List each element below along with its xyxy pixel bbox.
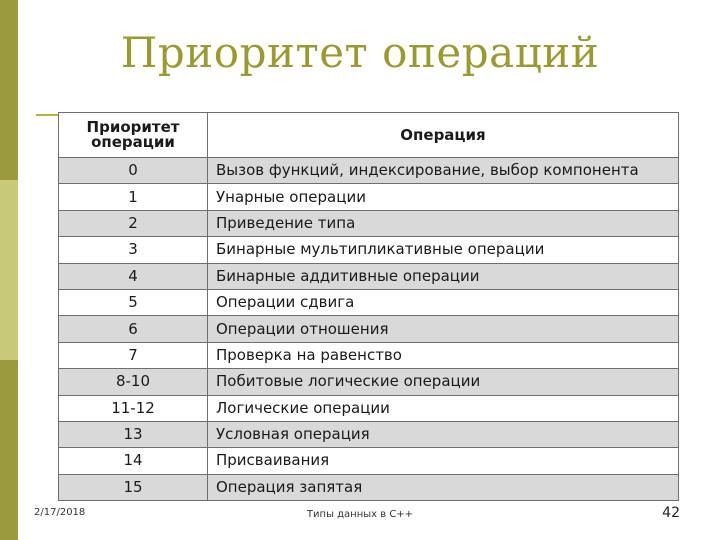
table-row: [59, 289, 679, 315]
priority-cell: 14: [59, 448, 208, 474]
priority-cell: 4: [59, 263, 208, 289]
operation-cell: Операция запятая: [208, 474, 679, 500]
operation-cell: Приведение типа: [208, 210, 679, 236]
operation-cell: Условная операция: [208, 421, 679, 447]
priority-cell: 2: [59, 210, 208, 236]
footer-subject: Типы данных в С++: [306, 509, 414, 520]
priority-cell: 11-12: [59, 395, 208, 421]
table-row: [59, 184, 679, 210]
operation-cell: Проверка на равенство: [208, 342, 679, 368]
table-row: [59, 158, 679, 184]
operation-cell: Унарные операции: [208, 184, 679, 210]
operation-cell: Присваивания: [208, 448, 679, 474]
page-number: 42: [662, 505, 680, 521]
table-body: [59, 158, 679, 501]
table-row: [59, 448, 679, 474]
operation-cell: Операции отношения: [208, 316, 679, 342]
table-row: [59, 237, 679, 263]
table-row: [59, 421, 679, 447]
footer-date: 2/17/2018: [34, 507, 86, 518]
priority-cell: 8-10: [59, 369, 208, 395]
sidebar-segment: [0, 0, 18, 180]
table-row: [59, 474, 679, 500]
operation-cell: Операции сдвига: [208, 289, 679, 315]
header-priority: Приоритет операции: [59, 113, 208, 158]
priority-cell: 5: [59, 289, 208, 315]
table-row: [59, 369, 679, 395]
operation-cell: Бинарные аддитивные операции: [208, 263, 679, 289]
priority-cell: 3: [59, 237, 208, 263]
priority-cell: 0: [59, 158, 208, 184]
table-header-row: [59, 113, 679, 158]
priority-cell: 1: [59, 184, 208, 210]
priority-cell: 13: [59, 421, 208, 447]
priority-cell: 6: [59, 316, 208, 342]
decorative-sidebar: [0, 0, 18, 540]
operation-cell: Бинарные мультипликативные операции: [208, 237, 679, 263]
table-row: [59, 316, 679, 342]
priority-cell: 15: [59, 474, 208, 500]
table-row: [59, 342, 679, 368]
operation-cell: Логические операции: [208, 395, 679, 421]
sidebar-segment: [0, 180, 18, 360]
operation-cell: Побитовые логические операции: [208, 369, 679, 395]
priority-table: [58, 112, 679, 501]
slide-title: Приоритет операций: [120, 28, 600, 77]
operation-cell: Вызов функций, индексирование, выбор компонента: [208, 158, 679, 184]
table-row: [59, 395, 679, 421]
table-row: [59, 263, 679, 289]
priority-cell: 7: [59, 342, 208, 368]
header-operation: Операция: [208, 113, 679, 158]
table-row: [59, 210, 679, 236]
